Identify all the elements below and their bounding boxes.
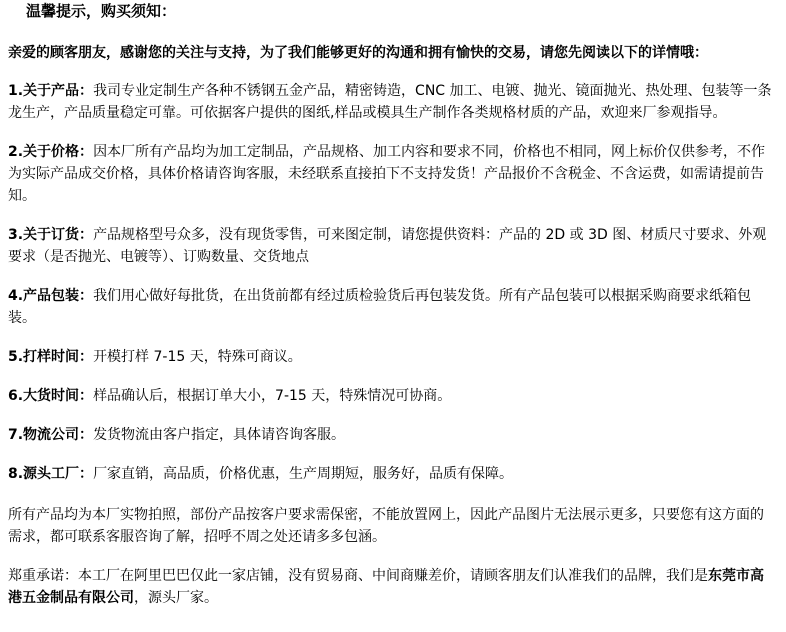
section-heading: 3.关于订货： <box>8 227 94 243</box>
section-text: 我司专业定制生产各种不锈钢五金产品，精密铸造，CNC 加工、电镀、抛光、镜面抛光、热处理、包装等一条龙生产，产品质量稳定可靠。可依据客户提供的图纸,样品或模具生产制作各类规格材质的产品，欢迎来厂参观指导。 <box>8 83 772 121</box>
section-text: 我们用心做好每批货，在出货前都有经过质检验货后再包装发货。所有产品包装可以根据采购商要求纸箱包装。 <box>8 288 752 326</box>
promise-prefix: 郑重承诺：本工厂在阿里巴巴仅此一家店铺，没有贸易商、中间商赚差价，请顾客朋友们认准我们的品牌，我们是 <box>8 568 708 584</box>
section-heading: 8.源头工厂： <box>8 466 94 482</box>
promise-suffix: ，源头厂家。 <box>134 590 218 606</box>
section-text: 样品确认后，根据订单大小，7-15 天，特殊情况可协商。 <box>93 388 452 404</box>
section-text: 发货物流由客户指定，具体请咨询客服。 <box>93 427 346 443</box>
section-text: 厂家直销，高品质，价格优惠，生产周期短，服务好，品质有保障。 <box>93 466 514 482</box>
company-name: 东莞市高港五金制品有限公司 <box>8 568 764 606</box>
section-text: 产品规格型号众多，没有现货零售，可来图定制，请您提供资料：产品的 2D 或 3D 图、材质尺寸要求、外观要求（是否抛光、电镀等）、订购数量、交货地点 <box>8 227 767 265</box>
photo-note: 所有产品均为本厂实物拍照，部份产品按客户要求需保密，不能放置网上，因此产品图片无法展示更多，只要您有这方面的需求，都可联系客服咨询了解，招呼不周之处还请多多包涵。 <box>8 507 764 545</box>
section-price <box>8 141 774 207</box>
notice-title: 温馨提示，购买须知： <box>26 2 177 20</box>
section-heading: 6.大货时间： <box>8 388 94 404</box>
section-sample-time <box>8 346 774 368</box>
section-ordering <box>8 224 774 268</box>
section-factory <box>8 463 774 485</box>
promise-text <box>8 565 774 609</box>
section-heading: 7.物流公司： <box>8 427 94 443</box>
section-product <box>8 80 774 124</box>
section-heading: 2.关于价格： <box>8 144 94 160</box>
section-heading: 5.打样时间： <box>8 349 94 365</box>
section-bulk-time <box>8 385 774 407</box>
section-heading: 4.产品包装： <box>8 288 94 304</box>
section-heading: 1.关于产品： <box>8 83 94 99</box>
intro-text: 亲爱的顾客朋友，感谢您的关注与支持，为了我们能够更好的沟通和拥有愉快的交易，请您先阅读以下的详情哦： <box>8 45 708 61</box>
section-text: 开模打样 7-15 天，特殊可商议。 <box>93 349 302 365</box>
section-packaging <box>8 285 774 329</box>
section-text: 因本厂所有产品均为加工定制品，产品规格、加工内容和要求不同，价格也不相同，网上标价仅供参考，不作为实际产品成交价格，具体价格请咨询客服，未经联系直接拍下不支持发货！产品报价不含税金、不含运费，如需请提前告知。 <box>8 144 766 204</box>
section-logistics <box>8 424 774 446</box>
